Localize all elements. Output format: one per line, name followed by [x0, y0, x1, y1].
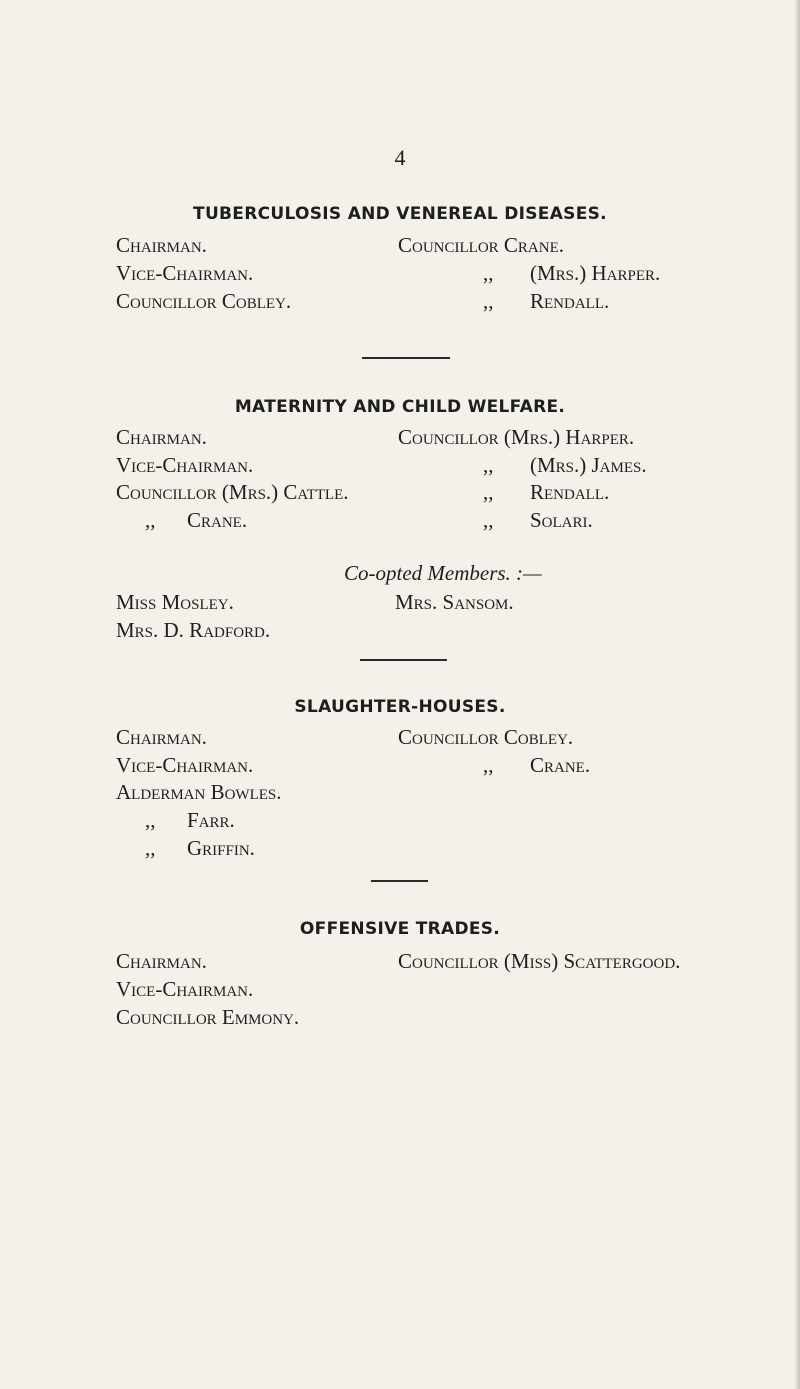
sh-left-farr: Farr. [187, 808, 235, 832]
ot-left-emmony: Councillor Emmony. [116, 1005, 300, 1029]
coopted-right-sansom: Mrs. Sansom. [395, 590, 514, 614]
mcw-right-harper: Councillor (Mrs.) Harper. [398, 425, 635, 449]
ot-left-chairman: Chairman. [116, 949, 207, 973]
mcw-left-crane: Crane. [187, 508, 248, 532]
mcw-ditto-mark: ,, [145, 508, 156, 532]
sh-ditto-mark: ,, [483, 753, 494, 777]
coopted-members-label: Co-opted Members. :— [344, 561, 542, 585]
ot-right-scattergood: Councillor (Miss) Scattergood. [398, 949, 681, 973]
section-divider [371, 880, 428, 882]
section-divider [360, 659, 447, 661]
tb-ditto-mark: ,, [483, 261, 494, 285]
sh-left-bowles: Alderman Bowles. [116, 780, 282, 804]
sh-ditto-mark: ,, [145, 836, 156, 860]
mcw-left-vice-chairman: Vice-Chairman. [116, 453, 254, 477]
section-heading-tuberculosis: TUBERCULOSIS AND VENEREAL DISEASES. [193, 204, 607, 224]
ot-left-vice-chairman: Vice-Chairman. [116, 977, 254, 1001]
tb-left-chairman: Chairman. [116, 233, 207, 257]
sh-left-chairman: Chairman. [116, 725, 207, 749]
tb-left-vice-chairman: Vice-Chairman. [116, 261, 254, 285]
tb-right-rendall: Rendall. [530, 289, 610, 313]
tb-ditto-mark: ,, [483, 289, 494, 313]
coopted-left-radford: Mrs. D. Radford. [116, 618, 271, 642]
mcw-right-solari: Solari. [530, 508, 593, 532]
section-heading-offensive-trades: OFFENSIVE TRADES. [299, 919, 501, 939]
page-edge-shadow [794, 0, 800, 1389]
sh-left-vice-chairman: Vice-Chairman. [116, 753, 254, 777]
tb-right-harper: (Mrs.) Harper. [530, 261, 661, 285]
section-divider [362, 357, 450, 359]
mcw-left-chairman: Chairman. [116, 425, 207, 449]
mcw-ditto-mark: ,, [483, 508, 494, 532]
tb-right-councillor-crane: Councillor Crane. [398, 233, 565, 257]
mcw-left-cattle: Councillor (Mrs.) Cattle. [116, 480, 349, 504]
mcw-right-rendall: Rendall. [530, 480, 610, 504]
sh-right-cobley: Councillor Cobley. [398, 725, 574, 749]
mcw-ditto-mark: ,, [483, 453, 494, 477]
section-heading-maternity: MATERNITY AND CHILD WELFARE. [234, 397, 566, 417]
sh-right-crane: Crane. [530, 753, 591, 777]
sh-left-griffin: Griffin. [187, 836, 255, 860]
section-heading-slaughter-houses: SLAUGHTER-HOUSES. [294, 697, 506, 717]
coopted-left-mosley: Miss Mosley. [116, 590, 234, 614]
page-number: 4 [394, 145, 406, 170]
mcw-right-james: (Mrs.) James. [530, 453, 647, 477]
mcw-ditto-mark: ,, [483, 480, 494, 504]
tb-left-councillor-cobley: Councillor Cobley. [116, 289, 292, 313]
sh-ditto-mark: ,, [145, 808, 156, 832]
